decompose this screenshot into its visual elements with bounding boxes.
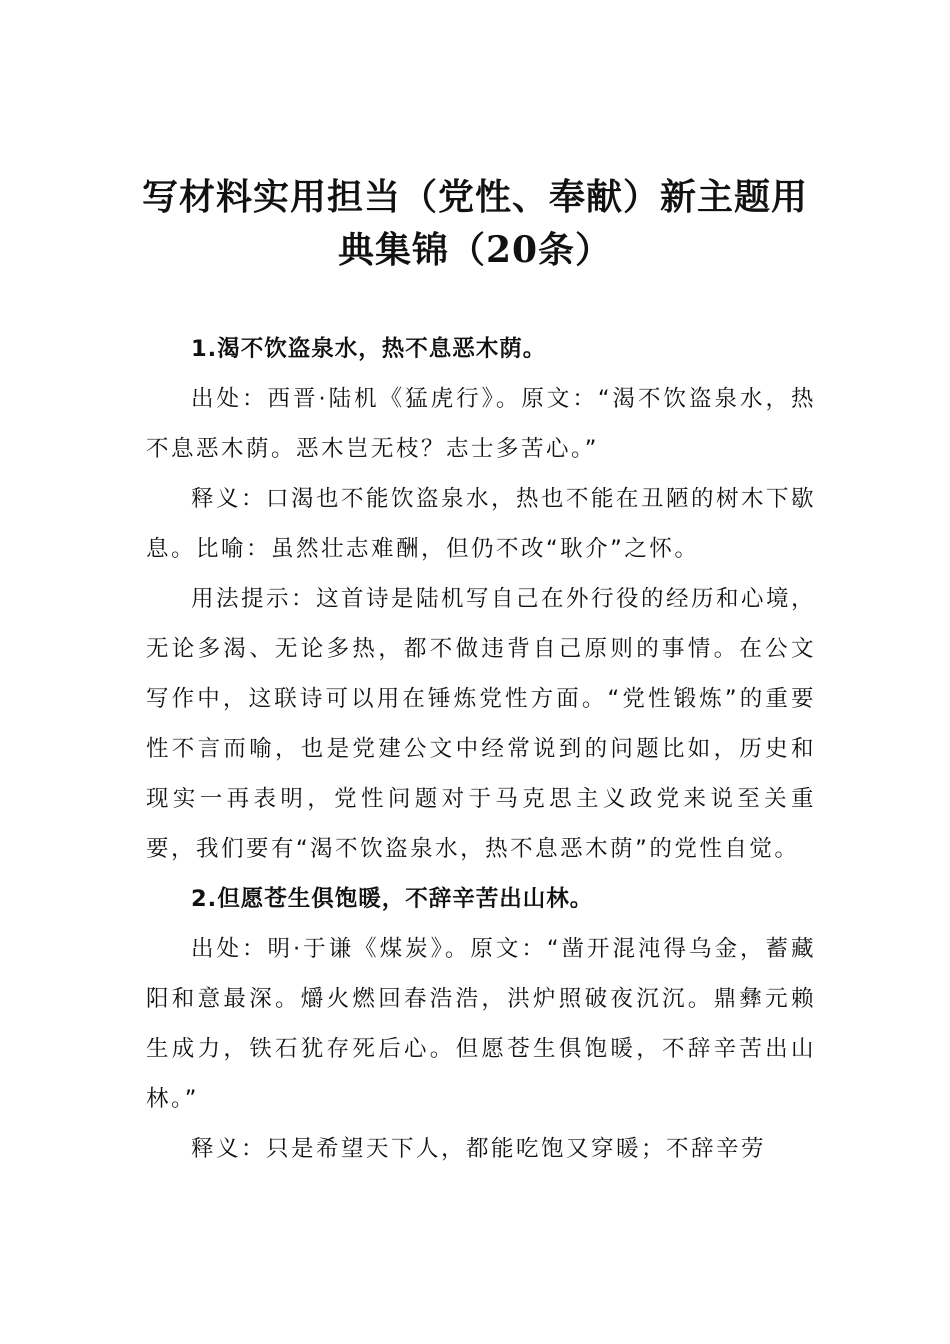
item-1-usage: 用法提示：这首诗是陆机写自己在外行役的经历和心境，无论多渴、无论多热，都不做违背自己原则的事情。在公文写作中，这联诗可以用在锤炼党性方面。“党性锻炼”的重要性不言而喻，也是党建公文中经常说到的问题比如，历史和现实一再表明，党性问题对于马克思主义政党来说至关重要，我们要有“渴不饮盗泉水，热不息恶木荫”的党性自觉。 [146,586,817,862]
item-1-meaning: 释义：口渴也不能饮盗泉水，热也不能在丑陋的树木下歇息。比喻：虽然壮志难酬，但仍不改“耿介”之怀。 [146,486,817,562]
document-title-line-1: 写材料实用担当（党性、奉献）新主题用 [141,176,808,218]
item-2-meaning: 释义：只是希望天下人，都能吃饱又穿暖；不辞辛劳 [191,1136,767,1162]
document-body [146,324,816,1174]
item-1-source: 出处：西晋·陆机《猛虎行》。原文：“渴不饮盗泉水，热不息恶木荫。恶木岂无枝？志士多苦心。” [146,386,816,462]
item-1-heading: 1.渴不饮盗泉水，热不息恶木荫。 [191,336,547,362]
item-2-heading: 2.但愿苍生俱饱暖，不辞辛苦出山林。 [191,886,594,912]
item-2-source: 出处：明·于谦《煤炭》。原文：“凿开混沌得乌金，蓄藏阳和意最深。爝火燃回春浩浩，洪炉照破夜沉沉。鼎彝元赖生成力，铁石犹存死后心。但愿苍生俱饱暖，不辞辛苦出山林。” [146,936,816,1112]
document-title-line-2: 典集锦（20条） [337,229,613,271]
